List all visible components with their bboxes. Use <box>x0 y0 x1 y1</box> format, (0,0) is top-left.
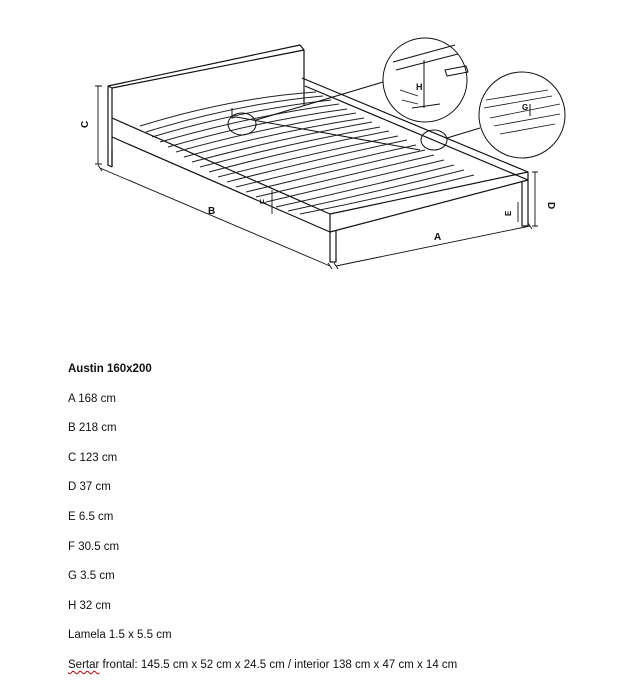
spec-h: H 32 cm <box>68 599 111 612</box>
detail-circle-g <box>479 72 565 158</box>
spec-drawer <box>68 658 628 688</box>
spec-e: E 6.5 cm <box>68 510 114 523</box>
dim-c-line <box>95 86 102 164</box>
specification-list <box>68 362 628 688</box>
left-rail <box>112 118 330 232</box>
drawer-word: Sertar <box>68 658 100 671</box>
detail-circle-h <box>383 38 467 122</box>
label-h: H <box>416 82 423 92</box>
front-left-leg <box>330 231 336 262</box>
label-g: G <box>522 103 529 112</box>
label-e: E <box>504 210 513 216</box>
front-right-leg <box>522 180 528 226</box>
spec-g: G 3.5 cm <box>68 570 115 583</box>
spec-f: F 30.5 cm <box>68 540 120 553</box>
label-f: F <box>259 199 268 204</box>
product-title: Austin 160x200 <box>68 363 152 375</box>
detail-callouts <box>228 38 565 158</box>
drawer-dimensions: frontal: 145.5 cm x 52 cm x 24.5 cm / interior 138 cm x 47 cm x 14 cm <box>99 658 458 671</box>
spec-a: A 168 cm <box>68 392 116 405</box>
spec-b: B 218 cm <box>68 422 117 435</box>
spec-slat: Lamela 1.5 x 5.5 cm <box>68 629 172 642</box>
dim-a-line <box>334 223 532 269</box>
bed-technical-drawing <box>0 0 628 300</box>
spec-d: D 37 cm <box>68 481 111 494</box>
label-a: A <box>434 232 442 243</box>
label-b: B <box>208 206 216 217</box>
label-d: D <box>545 202 556 210</box>
label-c: C <box>80 120 91 128</box>
dim-d-line <box>532 172 538 226</box>
spec-c: C 123 cm <box>68 451 118 464</box>
